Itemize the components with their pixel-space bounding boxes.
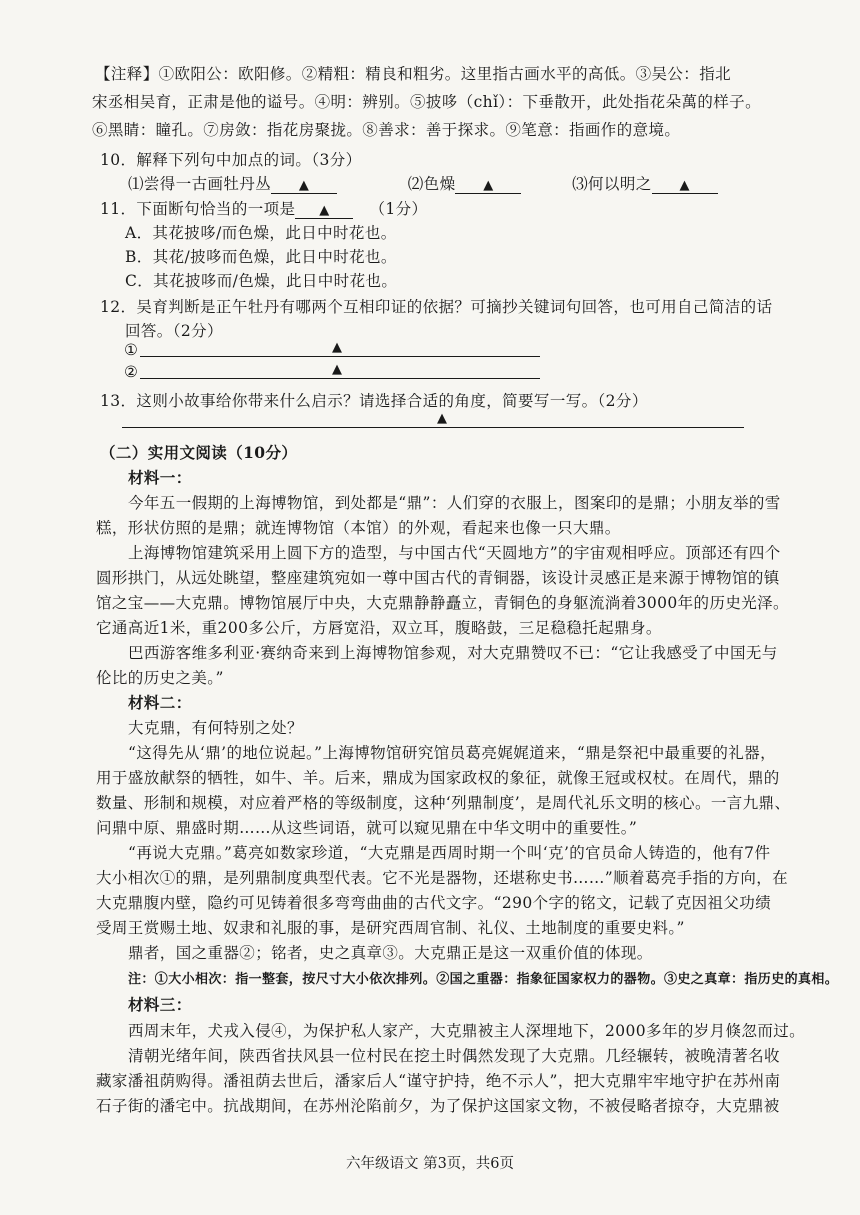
material-3-text: 清朝光绪年间，陕西省扶风县一位村民在挖土时偶然发现了大克鼎。几经辗转，被晚清著名收 (128, 1047, 780, 1065)
answer-marker-icon: ▲ (679, 178, 690, 193)
note-line-2: 宋丞相吴育，正肃是他的谥号。④明：辨别。⑤披哆（chǐ）：下垂散开，此处指花朵萬的样子。 (92, 93, 761, 111)
answer-marker-icon: ▲ (483, 178, 494, 193)
material-1-title: 材料一： (128, 468, 192, 487)
material-2-text: “这得先从‘鼎’的地位说起。”上海博物馆研究馆员葛亮娓娓道来，“鼎是祭祀中最重要的礼器， (128, 744, 776, 762)
question-13-stem: 13．这则小故事给你带来什么启示？请选择合适的角度，简要写一写。（2分） (100, 392, 648, 410)
material-1-text: 上海博物馆建筑采用上圆下方的造型，与中国古代“天圆地方”的宇宙观相呼应。顶部还有四个 (128, 544, 781, 562)
question-12-stem-2: 回答。（2分） (125, 322, 223, 340)
material-2-footnote: 注：①大小相次：指一整套，按尺寸大小依次排列。②国之重器：指象征国家权力的器物。③史之真章：指历史的真相。 (128, 972, 839, 987)
answer-marker-icon: ▲ (437, 411, 448, 426)
material-1-text: 伦比的历史之美。” (96, 669, 224, 687)
question-10-items (128, 172, 790, 194)
material-2-title: 材料二： (128, 693, 192, 712)
material-2-text: 问鼎中原、鼎盛时期……从这些词语，就可以窥见鼎在中华文明中的重要性。” (96, 819, 638, 837)
q11-option-c: C．其花披哆而/色燥，此日中时花也。 (125, 272, 398, 290)
material-1-text: 今年五一假期的上海博物馆，到处都是“鼎”：人们穿的衣服上，图案印的是鼎；小朋友举的雪 (128, 494, 781, 512)
material-3-text: 石子街的潘宅中。抗战期间，在苏州沦陷前夕，为了保护这国家文物，不被侵略者掠夺，大克鼎被 (96, 1097, 780, 1115)
material-2-text: 大克鼎，有何特别之处？ (128, 719, 303, 737)
q13-answer-line[interactable] (122, 427, 744, 428)
material-1-text: 圆形拱门，从远处眺望，整座建筑宛如一尊中国古代的青铜器，该设计灵感正是来源于博物馆的镇 (96, 569, 780, 587)
material-2-text: 鼎者，国之重器②；铭者，史之真章③。大克鼎正是这一双重价值的体现。 (128, 944, 653, 962)
section-2-heading: （二）实用文阅读（10分） (100, 443, 298, 462)
note-line-1: 【注释】①欧阳公：欧阳修。②精粗：精良和粗劣。这里指古画水平的高低。③吴公：指北 (95, 65, 732, 83)
q10-item-c: ⑶何以明之 (572, 175, 652, 193)
q11-blank[interactable] (295, 200, 353, 219)
q10-blank-a[interactable] (271, 175, 337, 194)
question-11-stem: 11．下面断句恰当的一项是 ▲ （1分） (100, 200, 428, 218)
answer-marker-icon: ▲ (332, 340, 343, 355)
material-2-text: 用于盛放献祭的牺牲，如牛、羊。后来，鼎成为国家政权的象征，就像王冠或权杖。在周代，鼎的 (96, 769, 780, 787)
material-1-text: 馆之宝——大克鼎。博物馆展厅中央，大克鼎静静矗立，青铜色的身躯流淌着3000年的历史光泽。 (96, 594, 789, 612)
q12-answer-mark-1: ① (124, 341, 139, 359)
q12-answer-line-1[interactable] (140, 356, 540, 357)
question-12-stem-1: 12．吴育判断是正午牡丹有哪两个互相印证的依据？可摘抄关键词句回答，也可用自己简洁的话 (100, 298, 773, 316)
answer-marker-icon: ▲ (298, 178, 310, 193)
material-2-text: 大小相次①的鼎，是列鼎制度典型代表。它不光是器物，还堪称史书……”顺着葛亮手指的方向，在 (96, 869, 789, 887)
q12-answer-mark-2: ② (124, 363, 139, 381)
q11-option-a: A．其花披哆/而色燥，此日中时花也。 (125, 224, 397, 242)
material-1-text: 糕，形状仿照的是鼎；就连博物馆（本馆）的外观，看起来也像一只大鼎。 (96, 519, 621, 537)
material-1-text: 它通高近1米，重200多公斤，方唇宽沿，双立耳，腹略鼓，三足稳稳托起鼎身。 (96, 619, 662, 637)
material-2-text: 受周王赏赐土地、奴隶和礼服的事，是研究西周官制、礼仪、土地制度的重要史料。” (96, 919, 685, 937)
q10-item-a: ⑴尝得一古画牡丹丛 (128, 175, 272, 193)
material-2-text: 数量、形制和规模，对应着严格的等级制度，这种‘列鼎制度’，是周代礼乐文明的核心。一言九鼎、 (96, 794, 791, 812)
page-footer: 六年级语文 第3页，共6页 (345, 1156, 515, 1172)
q11-option-b: B．其花/披哆而色燥，此日中时花也。 (125, 248, 397, 266)
q10-blank-c[interactable] (652, 175, 718, 194)
q10-blank-b[interactable] (455, 175, 521, 194)
material-2-text: “再说大克鼎。”葛亮如数家珍道，“大克鼎是西周时期一个叫‘克’的官员命人铸造的，他有7件 (128, 844, 771, 862)
material-3-text: 西周末年，犬戎入侵④，为保护私人家产，大克鼎被主人深埋地下，2000多年的岁月倏忽而过。 (128, 1022, 806, 1040)
material-1-text: 巴西游客维多利亚·赛纳奇来到上海博物馆参观，对大克鼎赞叹不已：“它让我感受了中国无与 (128, 644, 778, 662)
note-line-3: ⑥黑睛：瞳孔。⑦房敛：指花房聚拢。⑧善求：善于探求。⑨笔意：指画作的意境。 (92, 121, 681, 139)
material-2-text: 大克鼎腹内壁，隐约可见铸着很多弯弯曲曲的古代文字。“290个字的铭文，记载了克因祖父功绩 (96, 894, 772, 912)
answer-marker-icon: ▲ (332, 362, 343, 377)
answer-marker-icon: ▲ (319, 203, 330, 218)
material-3-title: 材料三： (128, 995, 192, 1014)
q10-item-b: ⑵色燥 (407, 175, 456, 193)
question-10-stem: 10．解释下列句中加点的词。（3分） (100, 151, 362, 169)
q12-answer-line-2[interactable] (140, 378, 540, 379)
material-3-text: 藏家潘祖荫购得。潘祖荫去世后，潘家后人“谨守护持，绝不示人”，把大克鼎牢牢地守护在苏州南 (96, 1072, 781, 1090)
